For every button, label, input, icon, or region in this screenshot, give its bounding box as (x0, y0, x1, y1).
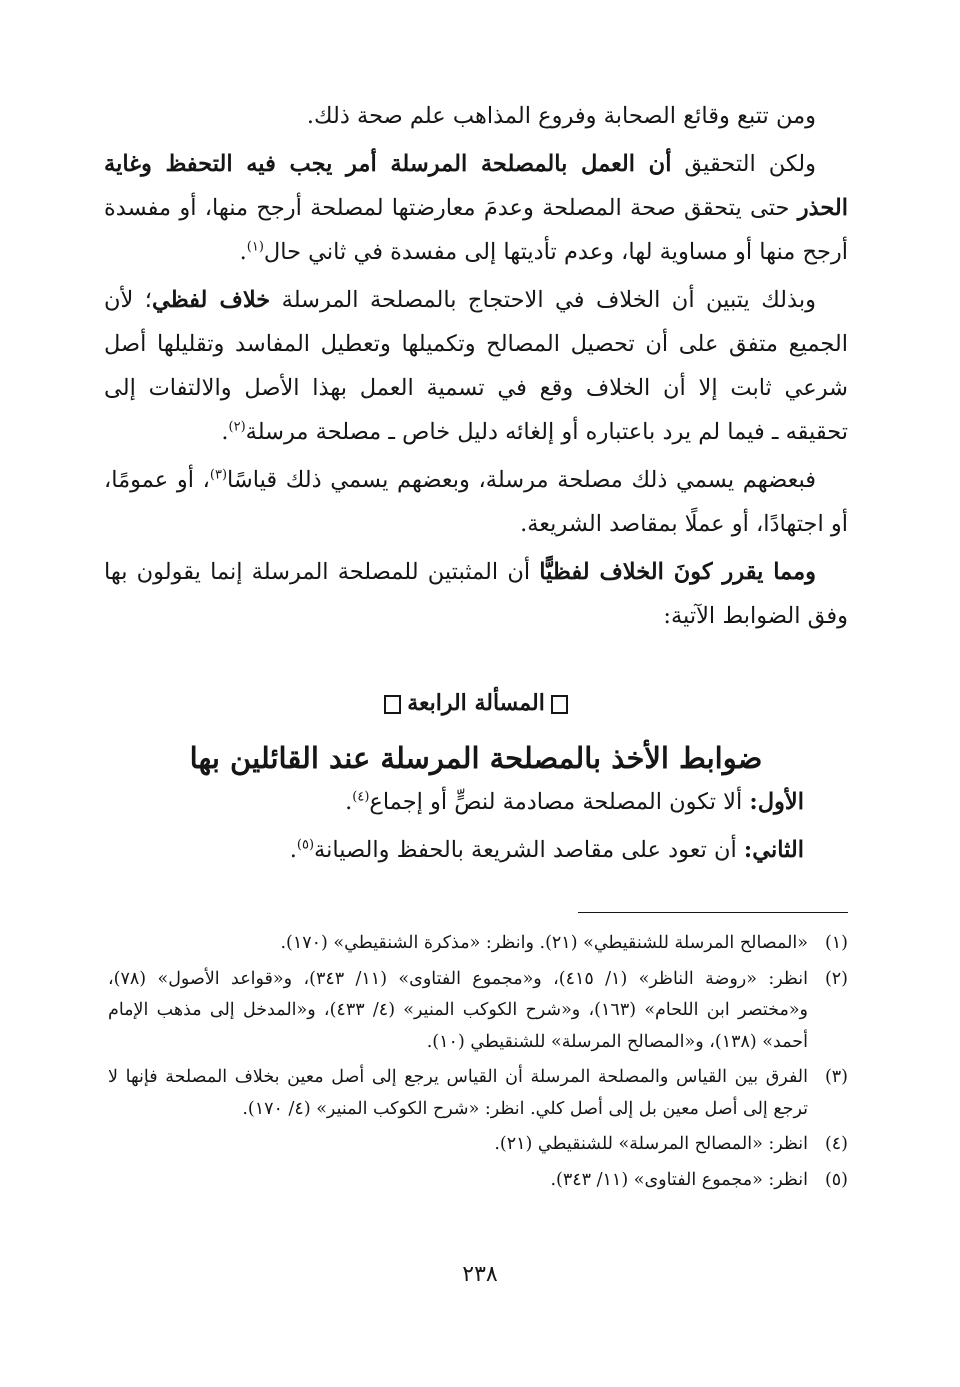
footnote-ref-5[interactable]: (٥) (296, 837, 315, 853)
footnote-text: «المصالح المرسلة للشنقيطي» (٢١). وانظر: «مذكرة الشنقيطي» (١٧٠). (280, 933, 808, 953)
paragraph-5-bold: ومما يقرر كونَ الخلاف لفظيًّا (539, 559, 816, 585)
paragraph-3 (104, 278, 848, 454)
paragraph-1-text: ومن تتبع وقائع الصحابة وفروع المذاهب علم صحة ذلك. (306, 103, 816, 129)
footnote-number: (٢) (824, 968, 848, 989)
paragraph-5 (104, 550, 848, 638)
page-number: ٢٣٨ (462, 1262, 498, 1287)
rule-2-end: . (289, 837, 297, 863)
paragraph-4-text-b: ، أو عمومًا، أو اجتهادًا، أو عملًا بمقاصد الشريعة. (104, 467, 848, 537)
rule-1-end: . (345, 789, 353, 815)
paragraph-3-bold: خلاف لفظي (151, 287, 271, 313)
section-label (104, 690, 848, 716)
footnote-number: (٣) (824, 1067, 848, 1087)
rule-2 (104, 828, 848, 872)
square-ornament-icon (384, 695, 401, 714)
rule-2-text: أن تعود على مقاصد الشريعة بالحفظ والصيانة (314, 837, 744, 863)
footnote-text: انظر: «المصالح المرسلة» للشنقيطي (٢١). (494, 1134, 808, 1154)
paragraph-3-end: . (221, 419, 229, 445)
main-text (104, 94, 848, 872)
paragraph-2-lead: ولكن التحقيق (671, 151, 816, 177)
paragraph-5-rest: أن المثبتين للمصلحة المرسلة إنما يقولون بها وفق الضوابط الآتية: (104, 559, 848, 629)
square-ornament-icon (551, 695, 568, 714)
footnote-5 (108, 1165, 848, 1197)
rule-1-text: ألا تكون المصلحة مصادمة لنصٍّ أو إجماع (369, 789, 750, 815)
footnote-text: انظر: «مجموع الفتاوى» (١١/ ٣٤٣). (550, 1169, 808, 1190)
paragraph-2-bold: أن العمل بالمصلحة المرسلة أمر يجب فيه التحفظ وغاية الحذر (104, 151, 848, 221)
rule-1-label: الأول: (749, 789, 804, 815)
paragraph-3-rest: ؛ لأن الجميع متفق على أن تحصيل المصالح وتكميلها وتعطيل المفاسد وتقليلها أصل شرعي ثابت إلا أن الخلاف وقع في تسمية العمل بهذا الأصل والالتفات إلى تحقيقه ـ فيما لم يرد باعتباره أو إلغائه دليل خاص ـ مصلحة مرسلة (104, 287, 848, 445)
footnote-number: (٤) (824, 1134, 848, 1154)
footnote-separator (578, 912, 848, 913)
section-title: ضوابط الأخذ بالمصلحة المرسلة عند القائلين بها (189, 741, 763, 775)
footnote-ref-1[interactable]: (١) (246, 239, 264, 255)
footnote-3 (108, 1062, 848, 1125)
paragraph-2-end: . (239, 239, 247, 265)
rule-2-label: الثاني: (743, 837, 804, 863)
paragraph-4 (104, 458, 848, 546)
footnote-number: (١) (824, 933, 848, 953)
footnote-ref-2[interactable]: (٢) (228, 419, 246, 435)
footnote-2 (108, 964, 848, 1059)
footnote-ref-4[interactable]: (٤) (352, 789, 370, 805)
paragraph-4-text-a: فبعضهم يسمي ذلك مصلحة مرسلة، وبعضهم يسمي ذلك قياسًا (227, 467, 816, 493)
footnote-text: الفرق بين القياس والمصلحة المرسلة أن القياس يرجع إلى أصل معين بخلاف المصلحة فإنها لا ترجع إلى أصل معين بل إلى أصل كلي. انظر: «شرح الكوكب المنير» (٤/ ١٧٠). (108, 1067, 808, 1119)
paragraph-2 (104, 142, 848, 274)
footnote-text: انظر: «روضة الناظر» (١/ ٤١٥)، و«مجموع الفتاوى» (١١/ ٣٤٣)، و«قواعد الأصول» (٧٨)، و«مختصر ابن اللحام» (١٦٣)، و«شرح الكوكب المنير» (٤/ ٤٣٣)، و«المدخل إلى مذهب الإمام أحمد» (١٣٨)، و«المصالح المرسلة» للشنقيطي (١٠). (108, 968, 809, 1052)
footnotes (108, 928, 848, 1200)
footnote-1 (108, 928, 848, 960)
paragraph-1 (104, 94, 848, 138)
footnote-number: (٥) (824, 1169, 848, 1190)
section-label-text: المسألة الرابعة (407, 690, 545, 716)
footnote-4 (108, 1129, 848, 1161)
paragraph-2-rest: حتى يتحقق صحة المصلحة وعدمَ معارضتها لمصلحة أرجح منها، أو مفسدة أرجح منها أو مساوية لها، وعدم تأديتها إلى مفسدة في ثاني حال (104, 195, 848, 265)
footnote-ref-3[interactable]: (٣) (209, 467, 228, 483)
paragraph-3-lead: وبذلك يتبين أن الخلاف في الاحتجاج بالمصلحة المرسلة (270, 287, 816, 313)
rule-1 (104, 780, 848, 824)
